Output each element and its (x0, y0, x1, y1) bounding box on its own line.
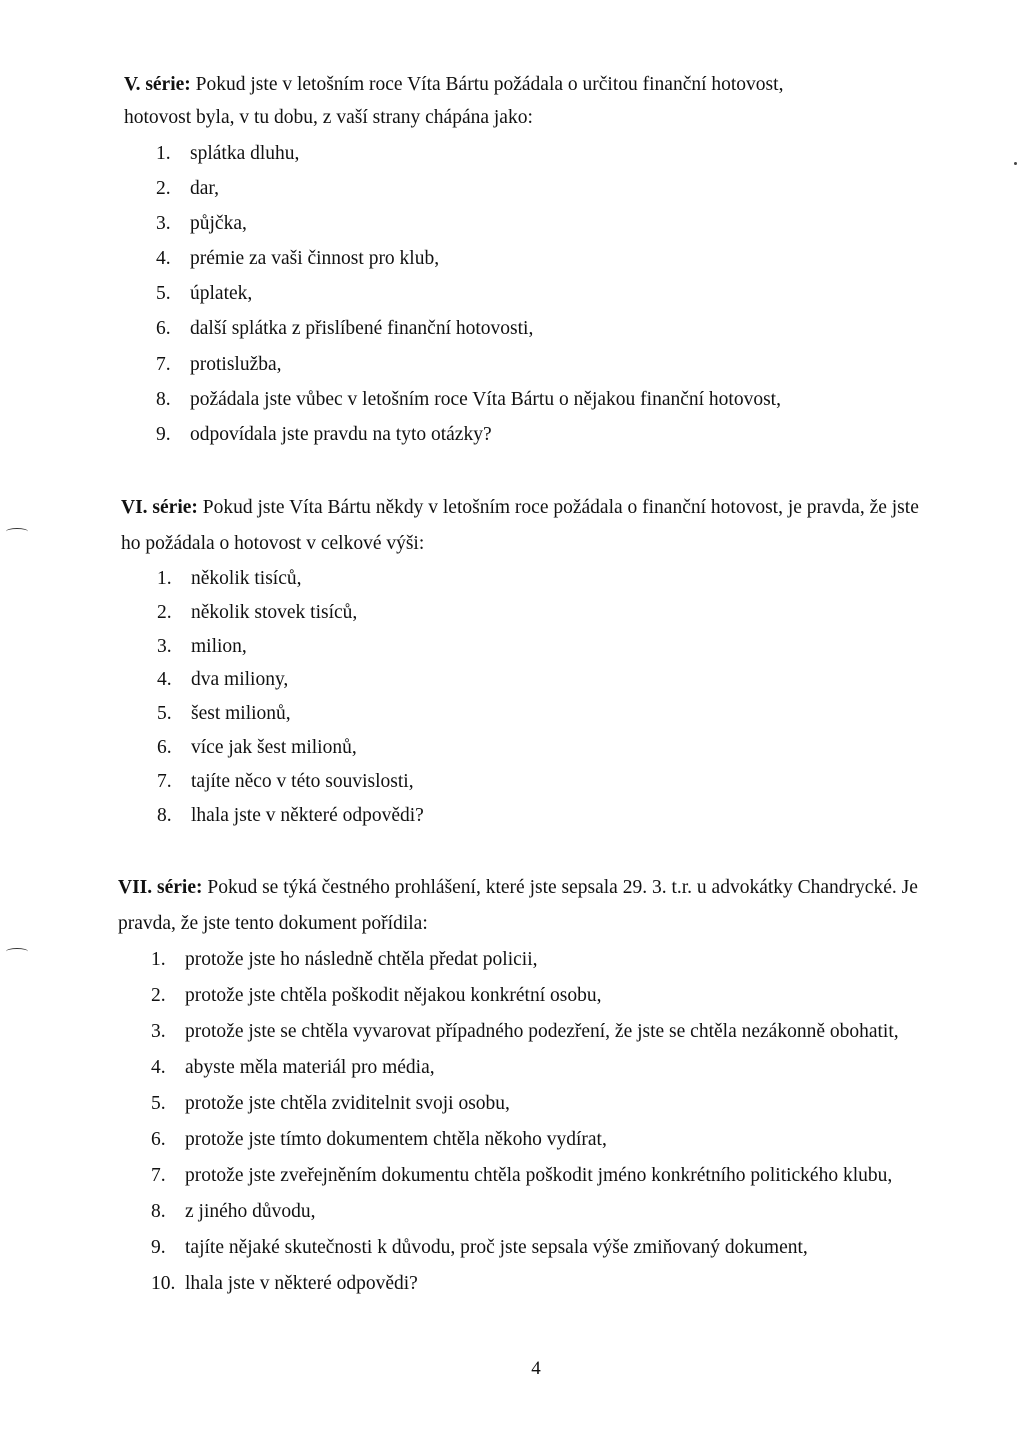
section-vi-line1: Pokud jste Víta Bártu někdy v letošním roce požádala o finanční hotovost, je pravda, že jste (202, 497, 919, 518)
list-item (151, 942, 1024, 978)
section-vii-label: VII. série: (118, 877, 203, 898)
item-text: další splátka z přislíbené finanční hotovosti, (190, 318, 534, 340)
item-number: 5. (151, 1093, 166, 1114)
page-number: 4 (531, 1358, 541, 1379)
list-item (157, 731, 1024, 765)
item-number: 4. (151, 1057, 166, 1078)
item-text: abyste měla materiál pro média, (185, 1057, 435, 1078)
section-v-line2: hotovost byla, v tu dobu, z vaší strany chápána jako: (124, 107, 533, 128)
item-text: více jak šest milionů, (191, 736, 357, 758)
item-number: 4. (157, 669, 172, 691)
list-item (156, 311, 1024, 346)
item-text: protože jste chtěla zviditelnit svoji osobu, (185, 1093, 510, 1114)
section-vii-line1: Pokud se týká čestného prohlášení, které jste sepsala 29. 3. t.r. u advokátky Chandrycké. Je (207, 877, 918, 898)
item-text: z jiného důvodu, (185, 1201, 316, 1222)
item-text: půjčka, (190, 213, 247, 235)
item-number: 7. (156, 353, 171, 375)
list-item (157, 630, 1024, 664)
list-item (151, 1122, 1024, 1158)
item-text: úplatek, (190, 283, 253, 305)
section-vi-intro (0, 490, 1024, 562)
item-number: 2. (156, 178, 171, 200)
list-item (157, 697, 1024, 731)
item-text: odpovídala jste pravdu na tyto otázky? (190, 423, 492, 445)
section-v-list (0, 136, 1024, 452)
item-text: lhala jste v některé odpovědi? (191, 804, 424, 826)
item-number: 1. (156, 143, 171, 164)
item-text: protože jste ho následně chtěla předat policii, (185, 949, 538, 970)
item-number: 6. (157, 736, 172, 758)
section-vi-line2: ho požádala o hotovost v celkové výši: (121, 533, 425, 554)
section-v-label: V. série: (124, 74, 191, 95)
section-vii-intro (0, 870, 1024, 942)
item-text: protože jste se chtěla vyvarovat případného podezření, že jste se chtěla nezákonně obohatit, (185, 1021, 899, 1042)
item-number: 2. (157, 601, 172, 623)
item-text: několik tisíců, (191, 568, 302, 589)
list-item (157, 663, 1024, 697)
item-number: 1. (157, 568, 172, 589)
section-v (0, 68, 1024, 452)
section-vi (0, 490, 1024, 832)
list-item (156, 417, 1024, 452)
item-text: protislužba, (190, 353, 282, 375)
item-text: protože jste zveřejněním dokumentu chtěla poškodit jméno konkrétního politického klubu, (185, 1165, 893, 1186)
list-item (156, 206, 1024, 241)
item-number: 6. (151, 1129, 166, 1150)
section-vii-line2: pravda, že jste tento dokument pořídila: (118, 913, 428, 934)
section-vi-label: VI. série: (121, 497, 198, 518)
list-item (151, 1050, 1024, 1086)
list-item (156, 136, 1024, 171)
item-text: požádala jste vůbec v letošním roce Víta Bártu o nějakou finanční hotovost, (190, 388, 781, 410)
item-text: tajíte nějaké skutečnosti k důvodu, proč jste sepsala výše zmiňovaný dokument, (185, 1237, 808, 1258)
item-number: 5. (157, 703, 172, 725)
list-item (151, 1086, 1024, 1122)
list-item (151, 1158, 1024, 1194)
item-number: 9. (156, 423, 171, 445)
item-number: 3. (156, 213, 171, 235)
list-item (151, 1014, 1024, 1050)
item-text: protože jste chtěla poškodit nějakou konkrétní osobu, (185, 985, 602, 1006)
item-text: protože jste tímto dokumentem chtěla někoho vydírat, (185, 1129, 607, 1150)
item-number: 1. (151, 949, 166, 970)
section-vii (0, 870, 1024, 1302)
item-number: 4. (156, 248, 171, 270)
list-item (156, 382, 1024, 417)
item-text: několik stovek tisíců, (191, 601, 358, 623)
list-item (157, 765, 1024, 799)
list-item (151, 978, 1024, 1014)
section-v-line1: Pokud jste v letošním roce Víta Bártu požádala o určitou finanční hotovost, (195, 74, 784, 95)
item-number: 5. (156, 283, 171, 305)
item-number: 7. (151, 1165, 166, 1186)
item-number: 7. (157, 770, 172, 792)
item-number: 8. (151, 1201, 166, 1222)
item-number: 2. (151, 985, 166, 1006)
item-number: 8. (156, 388, 171, 410)
list-item (156, 276, 1024, 311)
list-item (151, 1230, 1024, 1266)
item-number: 6. (156, 318, 171, 340)
item-text: dva miliony, (191, 669, 289, 691)
list-item (151, 1194, 1024, 1230)
list-item (157, 799, 1024, 833)
item-text: lhala jste v některé odpovědi? (185, 1273, 418, 1294)
item-number: 10. (151, 1273, 176, 1294)
item-text: dar, (190, 178, 219, 200)
list-item (156, 171, 1024, 206)
item-number: 3. (157, 635, 172, 657)
section-vii-list (0, 942, 1024, 1302)
item-number: 8. (157, 804, 172, 826)
item-text: tajíte něco v této souvislosti, (191, 770, 414, 792)
item-number: 3. (151, 1021, 166, 1042)
section-vi-list (0, 562, 1024, 832)
item-text: milion, (191, 635, 247, 657)
item-number: 9. (151, 1237, 166, 1258)
list-item (156, 347, 1024, 382)
section-v-intro (0, 68, 1024, 134)
list-item (156, 241, 1024, 276)
item-text: šest milionů, (191, 703, 291, 725)
item-text: prémie za vaši činnost pro klub, (190, 248, 440, 270)
list-item (157, 562, 1024, 596)
list-item (151, 1266, 1024, 1302)
item-text: splátka dluhu, (190, 143, 300, 164)
list-item (157, 596, 1024, 630)
